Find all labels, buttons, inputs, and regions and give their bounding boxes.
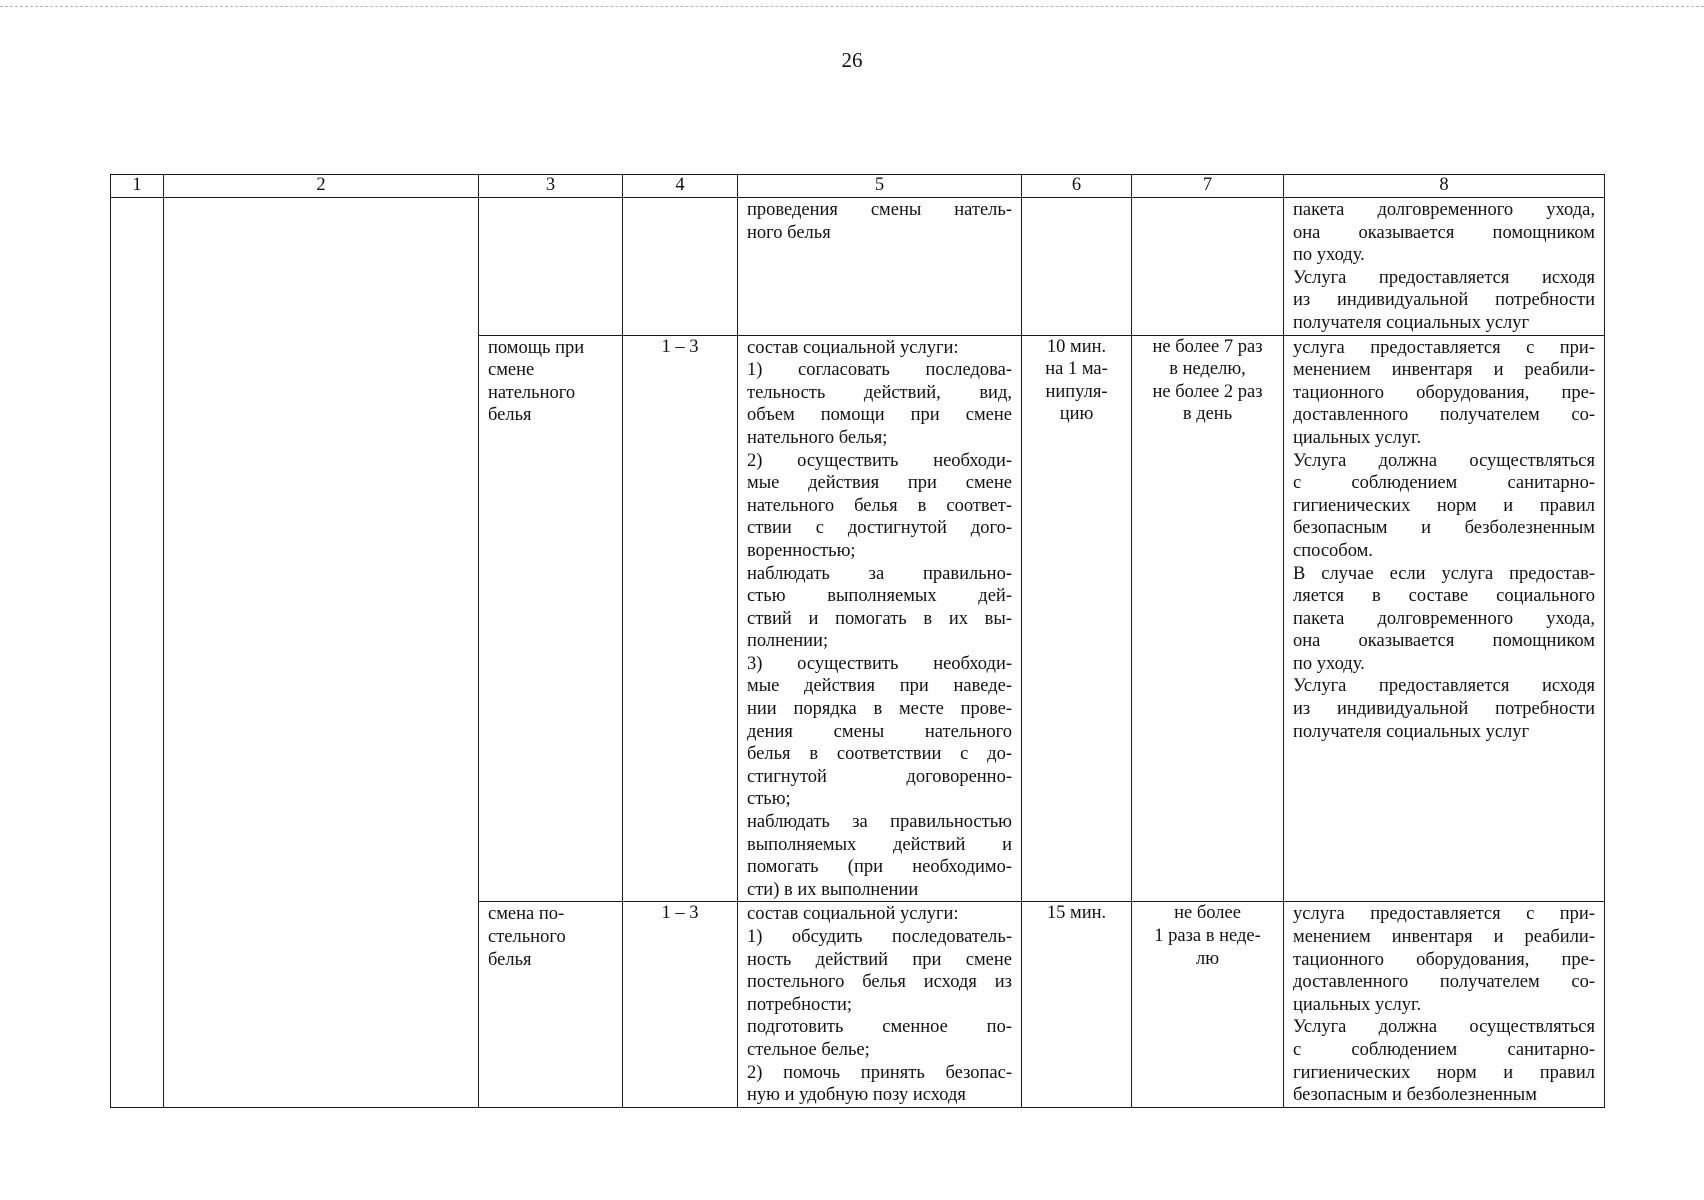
cell-text-line: с соблюдением санитарно-: [1293, 473, 1595, 494]
page-number: 26: [841, 48, 863, 72]
cell-text-line: наблюдать за правильно-: [747, 563, 1012, 584]
service-name-cell: [479, 902, 623, 1107]
cell-text-line: в неделю,: [1169, 359, 1246, 380]
cell-text-line: менением инвентаря и реабили-: [1293, 360, 1595, 381]
cell-text-line: 2) помочь принять безопас-: [747, 1062, 1012, 1083]
column-header-8: 8: [1284, 175, 1605, 198]
conditions-cell: [1284, 335, 1605, 902]
cell-text-line: гигиенических норм и правил: [1293, 1062, 1595, 1083]
cell-text-line: ствии с достигнутой дого-: [747, 518, 1012, 539]
cell-text-line: стью выполняемых дей-: [747, 586, 1012, 607]
column-header-4: 4: [623, 175, 738, 198]
cell-text-line: мые действия при наведе-: [747, 676, 1012, 697]
column-header-3: 3: [479, 175, 623, 198]
cell-text-line: дения смены нательного: [747, 721, 1012, 742]
cell-text-line: нательного: [488, 382, 576, 403]
cell-text-line: смене: [488, 360, 535, 381]
cell-text-line: 1 – 3: [661, 903, 699, 924]
cell-text-line: она оказывается помощником: [1293, 222, 1595, 243]
cell-text-line: Услуга предоставляется исходя: [1293, 267, 1595, 288]
cell-text-line: ную и удобную позу исходя: [747, 1085, 966, 1106]
frequency-cell: [1132, 198, 1284, 336]
services-table: [110, 174, 1605, 1108]
cell-text-line: 1 раза в неде-: [1154, 926, 1261, 946]
cell-text-line: на 1 ма-: [1045, 359, 1108, 380]
cell-text-line: объем помощи при смене: [747, 405, 1012, 426]
row-number-cell: [111, 198, 164, 1108]
cell-text-line: Услуга должна осуществляться: [1293, 450, 1595, 471]
duration-cell: [1022, 335, 1132, 902]
frequency-cell: [1132, 335, 1284, 902]
cell-text-line: ность действий при смене: [747, 949, 1012, 970]
cell-text-line: белья в соответствии с до-: [747, 744, 1012, 765]
cell-text-line: состав социальной услуги:: [747, 337, 959, 358]
cell-text-line: помогать (при необходимо-: [747, 857, 1012, 878]
cell-text-line: стигнутой договоренно-: [747, 766, 1012, 787]
cell-text-line: 1) обсудить последователь-: [747, 927, 1012, 947]
scan-edge-line: [0, 6, 1704, 7]
cell-text-line: состав социальной услуги:: [747, 904, 959, 925]
service-content-cell: [738, 902, 1022, 1107]
cell-text-line: Услуга должна осуществляться: [1293, 1017, 1595, 1038]
cell-text-line: 2) осуществить необходи-: [747, 450, 1012, 471]
frequency-cell: [1132, 902, 1284, 1107]
recipients-count-cell: [623, 198, 738, 336]
column-header-7: 7: [1132, 175, 1284, 198]
cell-text-line: сти) в их выполнении: [747, 879, 919, 900]
cell-text-line: доставленного получателем со-: [1293, 405, 1595, 426]
cell-text-line: получателя социальных услуг: [1293, 312, 1530, 333]
cell-text-line: стельного: [488, 927, 566, 947]
cell-text-line: белья: [488, 949, 532, 970]
cell-text-line: воренностью;: [747, 540, 856, 561]
cell-text-line: смена по-: [488, 904, 565, 925]
cell-text-line: стью;: [747, 789, 791, 810]
cell-text-line: гигиенических норм и правил: [1293, 495, 1595, 516]
cell-text-line: циальных услуг.: [1293, 427, 1422, 448]
cell-text-line: 10 мин.: [1046, 336, 1107, 357]
cell-text-line: циальных услуг.: [1293, 994, 1422, 1015]
column-header-2: 2: [164, 175, 479, 198]
cell-text-line: 15 мин.: [1046, 903, 1107, 924]
service-name-cell: [479, 198, 623, 336]
duration-cell: [1022, 902, 1132, 1107]
service-name-cell: [479, 335, 623, 902]
column-header-6: 6: [1022, 175, 1132, 198]
cell-text-line: ствий и помогать в их вы-: [747, 608, 1012, 629]
service-content-cell: [738, 335, 1022, 902]
cell-text-line: ного белья: [747, 222, 831, 243]
cell-text-line: нательного белья в соответ-: [747, 495, 1012, 516]
cell-text-line: тационного оборудования, пре-: [1293, 949, 1595, 970]
cell-text-line: нии порядка в месте прове-: [747, 699, 1012, 720]
cell-text-line: потребности;: [747, 994, 853, 1015]
cell-text-line: лю: [1195, 948, 1220, 969]
cell-text-line: услуга предоставляется с при-: [1293, 337, 1595, 358]
cell-text-line: наблюдать за правильностью: [747, 812, 1012, 833]
column-header-1: 1: [111, 175, 164, 198]
cell-text-line: не более 7 раз: [1152, 336, 1263, 357]
cell-text-line: из индивидуальной потребности: [1293, 290, 1595, 311]
cell-text-line: услуга предоставляется с при-: [1293, 904, 1595, 925]
cell-text-line: подготовить сменное по-: [747, 1017, 1012, 1038]
table-header-row: [111, 175, 1605, 198]
cell-text-line: 1) согласовать последова-: [747, 360, 1012, 381]
cell-text-line: менением инвентаря и реабили-: [1293, 927, 1595, 947]
table-row-continuation: [111, 198, 1605, 336]
cell-text-line: она оказывается помощником: [1293, 631, 1595, 652]
cell-text-line: нательного белья;: [747, 427, 888, 448]
cell-text-line: с соблюдением санитарно-: [1293, 1039, 1595, 1060]
cell-text-line: из индивидуальной потребности: [1293, 699, 1595, 720]
cell-text-line: 3) осуществить необходи-: [747, 653, 1012, 674]
cell-text-line: помощь при: [488, 337, 585, 358]
conditions-cell: [1284, 198, 1605, 336]
cell-text-line: пакета долговременного ухода,: [1293, 200, 1595, 220]
cell-text-line: безопасным и безболезненным: [1293, 1085, 1537, 1106]
cell-text-line: белья: [488, 405, 532, 426]
cell-text-line: по уходу.: [1293, 245, 1365, 266]
cell-text-line: выполняемых действий и: [747, 834, 1012, 855]
cell-text-line: не более 2 раз: [1152, 381, 1263, 402]
cell-text-line: в день: [1182, 404, 1233, 425]
cell-text-line: проведения смены натель-: [747, 200, 1012, 220]
recipients-count-cell: [623, 335, 738, 902]
recipients-count-cell: [623, 902, 738, 1107]
cell-text-line: В случае если услуга предостав-: [1293, 563, 1595, 584]
cell-text-line: тельность действий, вид,: [747, 382, 1012, 403]
service-category-cell: [164, 198, 479, 1108]
cell-text-line: доставленного получателем со-: [1293, 972, 1595, 993]
cell-text-line: тационного оборудования, пре-: [1293, 382, 1595, 403]
cell-text-line: стельное белье;: [747, 1039, 870, 1060]
cell-text-line: безопасным и безболезненным: [1293, 518, 1595, 539]
duration-cell: [1022, 198, 1132, 336]
cell-text-line: цию: [1059, 404, 1094, 425]
cell-text-line: способом.: [1293, 540, 1373, 561]
cell-text-line: получателя социальных услуг: [1293, 721, 1530, 742]
cell-text-line: не более: [1174, 903, 1241, 924]
conditions-cell: [1284, 902, 1605, 1107]
column-header-5: 5: [738, 175, 1022, 198]
cell-text-line: нипуля-: [1045, 381, 1108, 402]
cell-text-line: мые действия при смене: [747, 473, 1012, 494]
cell-text-line: ляется в составе социального: [1293, 586, 1595, 607]
cell-text-line: по уходу.: [1293, 653, 1365, 674]
cell-text-line: постельного белья исходя из: [747, 972, 1012, 993]
cell-text-line: 1 – 3: [661, 336, 699, 357]
cell-text-line: полнении;: [747, 631, 829, 652]
cell-text-line: пакета долговременного ухода,: [1293, 608, 1595, 629]
service-content-cell: [738, 198, 1022, 336]
cell-text-line: Услуга предоставляется исходя: [1293, 676, 1595, 697]
